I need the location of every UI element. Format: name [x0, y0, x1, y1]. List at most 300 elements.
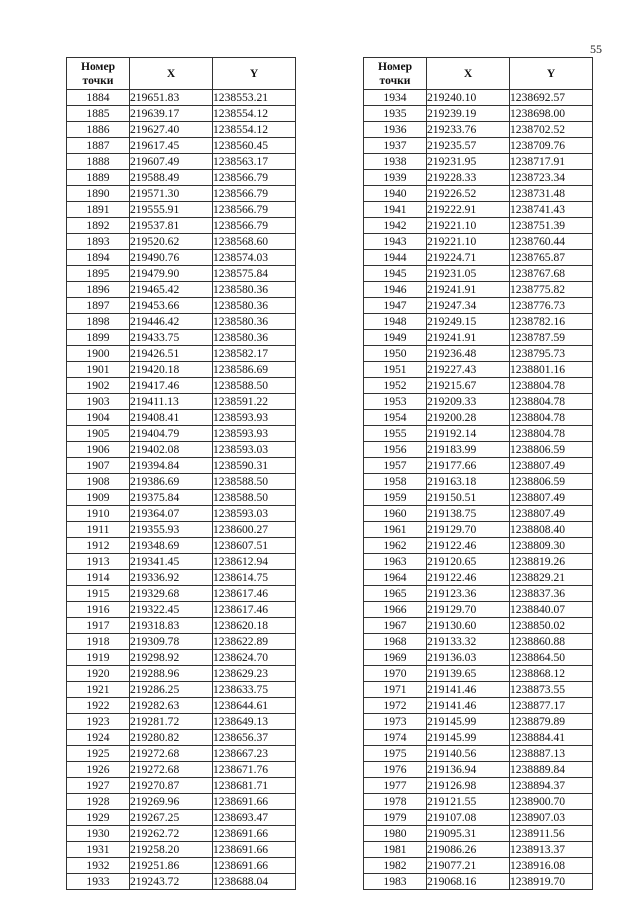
x-coordinate-cell: 219433.75: [130, 330, 213, 346]
x-coordinate-cell: 219355.93: [130, 522, 213, 538]
table-row: [364, 250, 593, 266]
point-number-cell: 1909: [67, 490, 130, 506]
point-number-cell: 1938: [364, 154, 427, 170]
table-header-row: [67, 58, 296, 90]
y-coordinate-cell: 1238688.04: [213, 874, 296, 890]
y-coordinate-cell: 1238751.39: [510, 218, 593, 234]
x-coordinate-cell: 219288.96: [130, 666, 213, 682]
point-number-cell: 1972: [364, 698, 427, 714]
point-number-cell: 1920: [67, 666, 130, 682]
point-number-cell: 1902: [67, 378, 130, 394]
point-number-cell: 1943: [364, 234, 427, 250]
point-number-cell: 1955: [364, 426, 427, 442]
x-coordinate-cell: 219107.08: [427, 810, 510, 826]
table-row: [364, 618, 593, 634]
page-number: 55: [590, 42, 602, 56]
point-number-cell: 1916: [67, 602, 130, 618]
point-number-cell: 1934: [364, 90, 427, 106]
y-coordinate-cell: 1238804.78: [510, 426, 593, 442]
table-row: [364, 826, 593, 842]
x-coordinate-cell: 219627.40: [130, 122, 213, 138]
table-row: [67, 586, 296, 602]
y-coordinate-cell: 1238633.75: [213, 682, 296, 698]
table-row: [364, 138, 593, 154]
x-coordinate-cell: 219145.99: [427, 730, 510, 746]
x-coordinate-cell: 219249.15: [427, 314, 510, 330]
table-row: [364, 794, 593, 810]
y-coordinate-cell: 1238879.89: [510, 714, 593, 730]
x-coordinate-cell: 219140.56: [427, 746, 510, 762]
point-number-cell: 1908: [67, 474, 130, 490]
table-row: [67, 314, 296, 330]
point-number-cell: 1961: [364, 522, 427, 538]
x-coordinate-cell: 219241.91: [427, 330, 510, 346]
point-number-cell: 1968: [364, 634, 427, 650]
point-number-cell: 1894: [67, 250, 130, 266]
point-number-cell: 1983: [364, 874, 427, 890]
table-row: [67, 474, 296, 490]
point-number-cell: 1891: [67, 202, 130, 218]
x-coordinate-cell: 219126.98: [427, 778, 510, 794]
table-row: [364, 874, 593, 890]
point-number-cell: 1959: [364, 490, 427, 506]
point-number-cell: 1926: [67, 762, 130, 778]
table-row: [364, 762, 593, 778]
header-point-number: [67, 58, 130, 90]
x-coordinate-cell: 219286.25: [130, 682, 213, 698]
point-number-cell: 1981: [364, 842, 427, 858]
header-point-number-line2: точки: [82, 73, 114, 87]
table-row: [67, 250, 296, 266]
table-row: [364, 650, 593, 666]
table-row: [67, 714, 296, 730]
y-coordinate-cell: 1238656.37: [213, 730, 296, 746]
y-coordinate-cell: 1238612.94: [213, 554, 296, 570]
y-coordinate-cell: 1238620.18: [213, 618, 296, 634]
table-row: [67, 762, 296, 778]
y-coordinate-cell: 1238692.57: [510, 90, 593, 106]
table-row: [67, 90, 296, 106]
y-coordinate-cell: 1238590.31: [213, 458, 296, 474]
table-row: [67, 570, 296, 586]
point-number-cell: 1973: [364, 714, 427, 730]
table-row: [67, 682, 296, 698]
x-coordinate-cell: 219404.79: [130, 426, 213, 442]
x-coordinate-cell: 219408.41: [130, 410, 213, 426]
x-coordinate-cell: 219095.31: [427, 826, 510, 842]
point-number-cell: 1896: [67, 282, 130, 298]
header-point-number-line1: Номер: [80, 59, 116, 73]
y-coordinate-cell: 1238691.66: [213, 826, 296, 842]
y-coordinate-cell: 1238580.36: [213, 314, 296, 330]
x-coordinate-cell: 219133.32: [427, 634, 510, 650]
table-row: [364, 170, 593, 186]
x-coordinate-cell: 219086.26: [427, 842, 510, 858]
y-coordinate-cell: 1238840.07: [510, 602, 593, 618]
x-coordinate-cell: 219247.34: [427, 298, 510, 314]
point-number-cell: 1979: [364, 810, 427, 826]
table-row: [67, 298, 296, 314]
x-coordinate-cell: 219446.42: [130, 314, 213, 330]
point-number-cell: 1890: [67, 186, 130, 202]
table-row: [67, 634, 296, 650]
point-number-cell: 1933: [67, 874, 130, 890]
table-row: [67, 522, 296, 538]
y-coordinate-cell: 1238850.02: [510, 618, 593, 634]
table-row: [67, 858, 296, 874]
table-row: [67, 378, 296, 394]
y-coordinate-cell: 1238809.30: [510, 538, 593, 554]
y-coordinate-cell: 1238787.59: [510, 330, 593, 346]
table-row: [364, 490, 593, 506]
x-coordinate-cell: 219236.48: [427, 346, 510, 362]
table-row: [67, 538, 296, 554]
x-coordinate-cell: 219138.75: [427, 506, 510, 522]
table-row: [67, 778, 296, 794]
point-number-cell: 1950: [364, 346, 427, 362]
point-number-cell: 1892: [67, 218, 130, 234]
y-coordinate-cell: 1238731.48: [510, 186, 593, 202]
point-number-cell: 1960: [364, 506, 427, 522]
y-coordinate-cell: 1238593.93: [213, 426, 296, 442]
table-row: [364, 298, 593, 314]
x-coordinate-cell: 219282.63: [130, 698, 213, 714]
table-row: [364, 570, 593, 586]
table-row: [364, 314, 593, 330]
x-coordinate-cell: 219272.68: [130, 746, 213, 762]
point-number-cell: 1925: [67, 746, 130, 762]
header-x: X: [130, 58, 213, 90]
point-number-cell: 1957: [364, 458, 427, 474]
table-body: [67, 90, 296, 890]
y-coordinate-cell: 1238698.00: [510, 106, 593, 122]
table-row: [67, 170, 296, 186]
table-row: [67, 266, 296, 282]
x-coordinate-cell: 219269.96: [130, 794, 213, 810]
point-number-cell: 1898: [67, 314, 130, 330]
y-coordinate-cell: 1238900.70: [510, 794, 593, 810]
y-coordinate-cell: 1238807.49: [510, 506, 593, 522]
y-coordinate-cell: 1238553.21: [213, 90, 296, 106]
point-number-cell: 1966: [364, 602, 427, 618]
y-coordinate-cell: 1238622.89: [213, 634, 296, 650]
x-coordinate-cell: 219150.51: [427, 490, 510, 506]
y-coordinate-cell: 1238911.56: [510, 826, 593, 842]
y-coordinate-cell: 1238617.46: [213, 602, 296, 618]
y-coordinate-cell: 1238617.46: [213, 586, 296, 602]
y-coordinate-cell: 1238691.66: [213, 794, 296, 810]
x-coordinate-cell: 219280.82: [130, 730, 213, 746]
point-number-cell: 1924: [67, 730, 130, 746]
table-row: [67, 138, 296, 154]
table-row: [67, 426, 296, 442]
x-coordinate-cell: 219123.36: [427, 586, 510, 602]
x-coordinate-cell: 219122.46: [427, 538, 510, 554]
y-coordinate-cell: 1238868.12: [510, 666, 593, 682]
point-number-cell: 1948: [364, 314, 427, 330]
x-coordinate-cell: 219235.57: [427, 138, 510, 154]
y-coordinate-cell: 1238667.23: [213, 746, 296, 762]
table-row: [364, 586, 593, 602]
point-number-cell: 1947: [364, 298, 427, 314]
y-coordinate-cell: 1238806.59: [510, 474, 593, 490]
table-row: [67, 602, 296, 618]
table-row: [67, 154, 296, 170]
point-number-cell: 1921: [67, 682, 130, 698]
y-coordinate-cell: 1238554.12: [213, 106, 296, 122]
point-number-cell: 1904: [67, 410, 130, 426]
coordinates-table-right: [363, 57, 593, 890]
x-coordinate-cell: 219227.43: [427, 362, 510, 378]
y-coordinate-cell: 1238860.88: [510, 634, 593, 650]
point-number-cell: 1915: [67, 586, 130, 602]
y-coordinate-cell: 1238765.87: [510, 250, 593, 266]
x-coordinate-cell: 219233.76: [427, 122, 510, 138]
x-coordinate-cell: 219241.91: [427, 282, 510, 298]
point-number-cell: 1969: [364, 650, 427, 666]
x-coordinate-cell: 219465.42: [130, 282, 213, 298]
point-number-cell: 1946: [364, 282, 427, 298]
table-row: [67, 122, 296, 138]
y-coordinate-cell: 1238580.36: [213, 298, 296, 314]
x-coordinate-cell: 219192.14: [427, 426, 510, 442]
x-coordinate-cell: 219607.49: [130, 154, 213, 170]
table-row: [364, 682, 593, 698]
y-coordinate-cell: 1238807.49: [510, 458, 593, 474]
point-number-cell: 1963: [364, 554, 427, 570]
x-coordinate-cell: 219426.51: [130, 346, 213, 362]
table-row: [67, 346, 296, 362]
point-number-cell: 1919: [67, 650, 130, 666]
y-coordinate-cell: 1238568.60: [213, 234, 296, 250]
y-coordinate-cell: 1238671.76: [213, 762, 296, 778]
table-row: [67, 442, 296, 458]
header-point-number-line1: Номер: [377, 59, 413, 73]
x-coordinate-cell: 219231.05: [427, 266, 510, 282]
x-coordinate-cell: 219258.20: [130, 842, 213, 858]
x-coordinate-cell: 219121.55: [427, 794, 510, 810]
header-point-number: [364, 58, 427, 90]
y-coordinate-cell: 1238593.93: [213, 410, 296, 426]
x-coordinate-cell: 219341.45: [130, 554, 213, 570]
table-row: [67, 826, 296, 842]
table-row: [364, 122, 593, 138]
y-coordinate-cell: 1238563.17: [213, 154, 296, 170]
table-row: [67, 746, 296, 762]
point-number-cell: 1886: [67, 122, 130, 138]
table-row: [67, 842, 296, 858]
point-number-cell: 1918: [67, 634, 130, 650]
y-coordinate-cell: 1238681.71: [213, 778, 296, 794]
table-row: [364, 410, 593, 426]
y-coordinate-cell: 1238717.91: [510, 154, 593, 170]
x-coordinate-cell: 219251.86: [130, 858, 213, 874]
y-coordinate-cell: 1238600.27: [213, 522, 296, 538]
x-coordinate-cell: 219411.13: [130, 394, 213, 410]
table-row: [364, 858, 593, 874]
x-coordinate-cell: 219386.69: [130, 474, 213, 490]
table-row: [364, 90, 593, 106]
y-coordinate-cell: 1238776.73: [510, 298, 593, 314]
table-row: [67, 794, 296, 810]
point-number-cell: 1956: [364, 442, 427, 458]
x-coordinate-cell: 219270.87: [130, 778, 213, 794]
point-number-cell: 1949: [364, 330, 427, 346]
point-number-cell: 1917: [67, 618, 130, 634]
y-coordinate-cell: 1238804.78: [510, 394, 593, 410]
y-coordinate-cell: 1238580.36: [213, 330, 296, 346]
x-coordinate-cell: 219130.60: [427, 618, 510, 634]
table-row: [364, 810, 593, 826]
table-row: [364, 538, 593, 554]
point-number-cell: 1928: [67, 794, 130, 810]
header-x: X: [427, 58, 510, 90]
point-number-cell: 1927: [67, 778, 130, 794]
point-number-cell: 1929: [67, 810, 130, 826]
table-row: [67, 730, 296, 746]
y-coordinate-cell: 1238804.78: [510, 410, 593, 426]
y-coordinate-cell: 1238808.40: [510, 522, 593, 538]
x-coordinate-cell: 219262.72: [130, 826, 213, 842]
x-coordinate-cell: 219375.84: [130, 490, 213, 506]
y-coordinate-cell: 1238693.47: [213, 810, 296, 826]
point-number-cell: 1899: [67, 330, 130, 346]
table-row: [67, 282, 296, 298]
point-number-cell: 1944: [364, 250, 427, 266]
point-number-cell: 1976: [364, 762, 427, 778]
point-number-cell: 1887: [67, 138, 130, 154]
x-coordinate-cell: 219163.18: [427, 474, 510, 490]
y-coordinate-cell: 1238560.45: [213, 138, 296, 154]
point-number-cell: 1964: [364, 570, 427, 586]
table-row: [67, 202, 296, 218]
y-coordinate-cell: 1238887.13: [510, 746, 593, 762]
x-coordinate-cell: 219177.66: [427, 458, 510, 474]
x-coordinate-cell: 219129.70: [427, 522, 510, 538]
coordinates-table-left: [66, 57, 296, 890]
table-row: [364, 506, 593, 522]
point-number-cell: 1967: [364, 618, 427, 634]
point-number-cell: 1895: [67, 266, 130, 282]
point-number-cell: 1935: [364, 106, 427, 122]
table-row: [364, 474, 593, 490]
point-number-cell: 1977: [364, 778, 427, 794]
point-number-cell: 1945: [364, 266, 427, 282]
y-coordinate-cell: 1238607.51: [213, 538, 296, 554]
point-number-cell: 1939: [364, 170, 427, 186]
point-number-cell: 1970: [364, 666, 427, 682]
header-point-number-line2: точки: [379, 73, 411, 87]
table-row: [67, 186, 296, 202]
point-number-cell: 1889: [67, 170, 130, 186]
point-number-cell: 1888: [67, 154, 130, 170]
table-row: [67, 554, 296, 570]
table-row: [364, 730, 593, 746]
table-row: [364, 714, 593, 730]
table-row: [67, 666, 296, 682]
y-coordinate-cell: 1238775.82: [510, 282, 593, 298]
table-body: [364, 90, 593, 890]
point-number-cell: 1962: [364, 538, 427, 554]
y-coordinate-cell: 1238614.75: [213, 570, 296, 586]
y-coordinate-cell: 1238580.36: [213, 282, 296, 298]
y-coordinate-cell: 1238873.55: [510, 682, 593, 698]
x-coordinate-cell: 219240.10: [427, 90, 510, 106]
x-coordinate-cell: 219122.46: [427, 570, 510, 586]
y-coordinate-cell: 1238575.84: [213, 266, 296, 282]
table-row: [364, 218, 593, 234]
point-number-cell: 1952: [364, 378, 427, 394]
x-coordinate-cell: 219139.65: [427, 666, 510, 682]
table-row: [364, 458, 593, 474]
x-coordinate-cell: 219141.46: [427, 698, 510, 714]
point-number-cell: 1903: [67, 394, 130, 410]
x-coordinate-cell: 219224.71: [427, 250, 510, 266]
table-row: [67, 218, 296, 234]
y-coordinate-cell: 1238913.37: [510, 842, 593, 858]
y-coordinate-cell: 1238741.43: [510, 202, 593, 218]
x-coordinate-cell: 219145.99: [427, 714, 510, 730]
table-header-row: [364, 58, 593, 90]
x-coordinate-cell: 219239.19: [427, 106, 510, 122]
table-row: [364, 522, 593, 538]
point-number-cell: 1897: [67, 298, 130, 314]
x-coordinate-cell: 219228.33: [427, 170, 510, 186]
y-coordinate-cell: 1238566.79: [213, 218, 296, 234]
point-number-cell: 1907: [67, 458, 130, 474]
x-coordinate-cell: 219222.91: [427, 202, 510, 218]
point-number-cell: 1900: [67, 346, 130, 362]
x-coordinate-cell: 219136.94: [427, 762, 510, 778]
x-coordinate-cell: 219402.08: [130, 442, 213, 458]
table-row: [364, 778, 593, 794]
x-coordinate-cell: 219336.92: [130, 570, 213, 586]
x-coordinate-cell: 219490.76: [130, 250, 213, 266]
table-row: [67, 410, 296, 426]
x-coordinate-cell: 219479.90: [130, 266, 213, 282]
x-coordinate-cell: 219068.16: [427, 874, 510, 890]
x-coordinate-cell: 219183.99: [427, 442, 510, 458]
y-coordinate-cell: 1238889.84: [510, 762, 593, 778]
x-coordinate-cell: 219267.25: [130, 810, 213, 826]
x-coordinate-cell: 219394.84: [130, 458, 213, 474]
y-coordinate-cell: 1238782.16: [510, 314, 593, 330]
point-number-cell: 1893: [67, 234, 130, 250]
y-coordinate-cell: 1238593.03: [213, 442, 296, 458]
x-coordinate-cell: 219417.46: [130, 378, 213, 394]
table-row: [364, 282, 593, 298]
y-coordinate-cell: 1238829.21: [510, 570, 593, 586]
y-coordinate-cell: 1238806.59: [510, 442, 593, 458]
point-number-cell: 1978: [364, 794, 427, 810]
x-coordinate-cell: 219318.83: [130, 618, 213, 634]
y-coordinate-cell: 1238819.26: [510, 554, 593, 570]
y-coordinate-cell: 1238877.17: [510, 698, 593, 714]
table-row: [67, 394, 296, 410]
y-coordinate-cell: 1238629.23: [213, 666, 296, 682]
table-row: [364, 266, 593, 282]
x-coordinate-cell: 219651.83: [130, 90, 213, 106]
point-number-cell: 1932: [67, 858, 130, 874]
x-coordinate-cell: 219129.70: [427, 602, 510, 618]
x-coordinate-cell: 219141.46: [427, 682, 510, 698]
table-row: [67, 330, 296, 346]
x-coordinate-cell: 219215.67: [427, 378, 510, 394]
point-number-cell: 1905: [67, 426, 130, 442]
y-coordinate-cell: 1238804.78: [510, 378, 593, 394]
table-row: [67, 490, 296, 506]
x-coordinate-cell: 219226.52: [427, 186, 510, 202]
